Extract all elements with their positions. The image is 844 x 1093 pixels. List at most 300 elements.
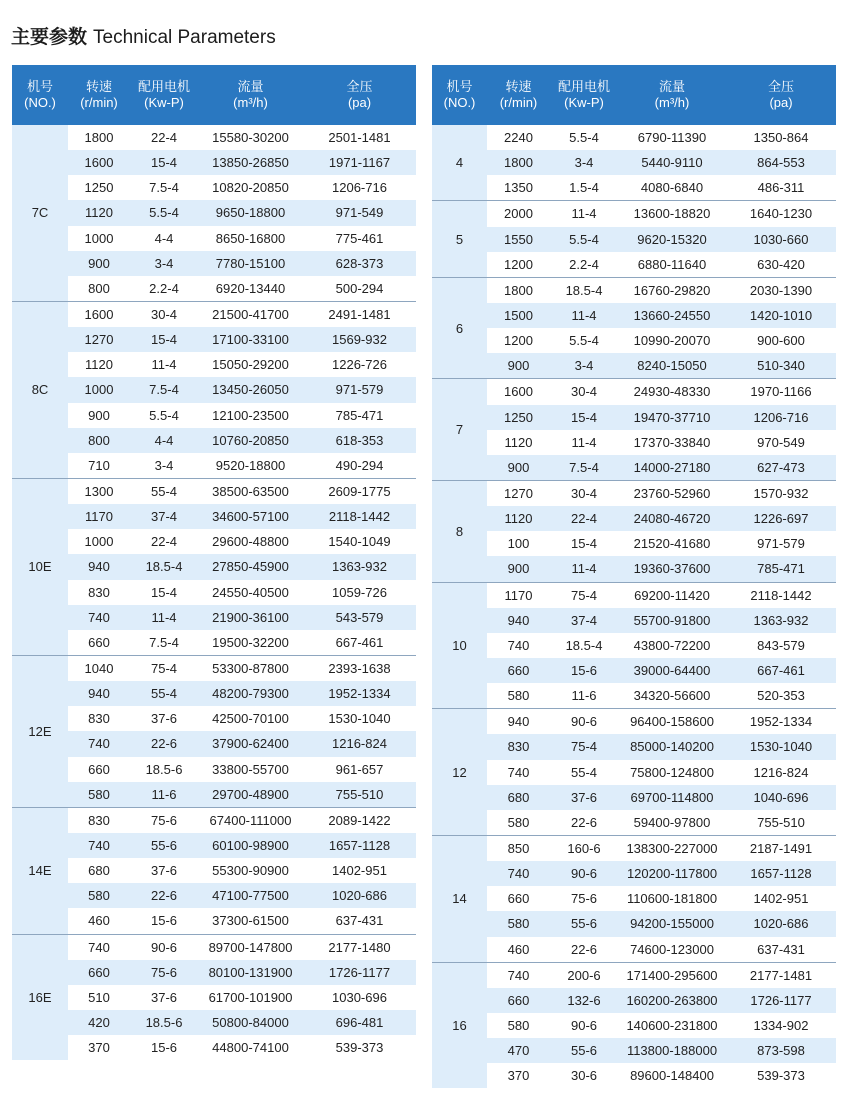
motor-cell: 75-4 <box>130 655 198 681</box>
flow-cell: 16760-29820 <box>618 277 726 303</box>
table-header <box>12 65 416 125</box>
column-header <box>12 65 68 125</box>
flow-cell: 69700-114800 <box>618 785 726 810</box>
pressure-cell: 1226-726 <box>332 357 387 373</box>
flow-cell: 138300-227000 <box>618 835 726 861</box>
pressure-cell: 543-579 <box>303 605 416 630</box>
table-row <box>432 911 836 936</box>
motor-cell: 37-6 <box>150 989 178 1005</box>
table-row <box>432 227 836 252</box>
flow-cell: 34600-57100 <box>198 504 303 529</box>
model-number-cell: 10 <box>432 582 487 709</box>
flow-cell: 80100-131900 <box>198 960 303 985</box>
pressure-cell: 1206-716 <box>332 180 387 196</box>
flow-cell: 59400-97800 <box>633 814 711 830</box>
speed-cell: 510 <box>88 989 110 1005</box>
flow-cell: 75800-124800 <box>630 764 714 780</box>
table-row <box>432 506 836 531</box>
table-row <box>12 377 416 402</box>
model-number-cell: 7 <box>432 379 487 481</box>
speed-cell: 740 <box>507 764 530 780</box>
pressure-cell: 2177-1480 <box>303 934 416 960</box>
table-row <box>12 251 416 276</box>
column-header-unit: (Kw-P) <box>564 95 604 110</box>
motor-cell: 18.5-4 <box>550 277 618 303</box>
speed-cell: 580 <box>507 814 530 830</box>
flow-cell: 171400-295600 <box>618 962 726 988</box>
flow-cell: 120200-117800 <box>618 861 726 886</box>
flow-cell: 10760-20850 <box>198 428 303 453</box>
pressure-cell: 1726-1177 <box>303 960 416 985</box>
speed-cell: 370 <box>88 1040 110 1056</box>
pressure-cell: 2609-1775 <box>303 478 416 504</box>
motor-cell: 22-6 <box>570 941 598 957</box>
motor-cell: 11-4 <box>550 201 618 227</box>
motor-cell: 22-6 <box>570 814 598 830</box>
pressure-cell: 520-353 <box>757 688 805 704</box>
table-row <box>12 1035 416 1060</box>
column-header-zh: 流量 <box>658 79 685 94</box>
model-number-cell: 12 <box>432 709 487 836</box>
pressure-cell: 1363-932 <box>726 608 836 633</box>
flow-cell: 33800-55700 <box>212 761 289 777</box>
motor-cell: 90-6 <box>550 709 618 735</box>
table-row <box>12 934 416 960</box>
speed-cell: 1350 <box>504 180 533 196</box>
motor-cell: 90-6 <box>550 861 618 886</box>
speed-cell: 740 <box>507 637 530 653</box>
model-group <box>12 807 416 934</box>
motor-cell: 90-6 <box>570 1017 598 1033</box>
table-row <box>432 480 836 506</box>
motor-cell: 15-6 <box>150 913 178 929</box>
column-header-unit: (r/min) <box>499 95 538 110</box>
flow-cell: 13600-18820 <box>618 201 726 227</box>
flow-cell: 17100-33100 <box>198 327 303 352</box>
pressure-cell: 2118-1442 <box>303 504 416 529</box>
pressure-cell: 971-579 <box>303 377 416 402</box>
pressure-cell: 1226-697 <box>726 506 836 531</box>
table-row <box>432 785 836 810</box>
speed-cell: 1120 <box>85 357 113 373</box>
flow-cell: 94200-155000 <box>618 911 726 936</box>
table-row <box>432 962 836 988</box>
flow-cell: 140600-231800 <box>626 1017 718 1033</box>
speed-cell: 680 <box>88 863 110 879</box>
flow-cell: 21500-41700 <box>198 301 303 327</box>
table-row <box>12 200 416 225</box>
motor-cell: 37-6 <box>150 863 178 879</box>
flow-cell: 10990-20070 <box>633 333 711 349</box>
motor-cell: 37-4 <box>130 504 198 529</box>
motor-cell: 160-6 <box>550 835 618 861</box>
flow-cell: 67400-111000 <box>198 807 303 833</box>
speed-cell: 420 <box>68 1010 130 1035</box>
motor-cell: 3-4 <box>154 457 174 473</box>
flow-cell: 6790-11390 <box>637 130 707 146</box>
column-header <box>130 65 198 125</box>
speed-cell: 740 <box>68 605 130 630</box>
flow-cell: 39000-64400 <box>618 658 726 683</box>
pressure-cell: 2491-1481 <box>303 301 416 327</box>
motor-cell: 18.5-6 <box>130 1010 198 1035</box>
speed-cell: 830 <box>88 711 110 727</box>
table-row <box>12 858 416 883</box>
motor-cell: 15-6 <box>550 658 618 683</box>
model-number-cell: 16 <box>432 962 487 1088</box>
table-row <box>12 428 416 453</box>
motor-cell: 3-4 <box>550 353 618 379</box>
table-row <box>432 125 836 150</box>
model-group <box>432 480 836 582</box>
speed-cell: 1800 <box>487 277 550 303</box>
model-number-cell: 4 <box>432 125 487 201</box>
flow-cell: 8240-15050 <box>618 353 726 379</box>
speed-cell: 1600 <box>68 150 130 175</box>
table-row <box>432 709 836 735</box>
table-row <box>432 734 836 759</box>
flow-cell: 5440-9110 <box>618 150 726 175</box>
column-header-zh: 转速 <box>85 79 112 94</box>
pressure-cell: 1530-1040 <box>328 711 391 727</box>
speed-cell: 1250 <box>84 180 114 196</box>
speed-cell: 940 <box>487 709 550 735</box>
table-row <box>12 833 416 858</box>
column-header-zh: 流量 <box>237 79 264 94</box>
table-row <box>12 504 416 529</box>
motor-cell: 4-4 <box>130 428 198 453</box>
table-row <box>12 757 416 782</box>
table-row <box>432 175 836 201</box>
speed-cell: 1800 <box>487 150 550 175</box>
speed-cell: 1200 <box>504 333 533 349</box>
column-header-unit: (NO.) <box>443 95 476 110</box>
motor-cell: 22-6 <box>130 883 198 908</box>
table-row <box>12 403 416 428</box>
table-row <box>12 908 416 934</box>
speed-cell: 1250 <box>487 405 550 430</box>
title-english: Technical Parameters <box>93 27 276 48</box>
table-row <box>432 835 836 861</box>
speed-cell: 1600 <box>487 379 550 405</box>
flow-cell: 29700-48900 <box>198 782 303 808</box>
table-row <box>432 988 836 1013</box>
motor-cell: 55-4 <box>130 478 198 504</box>
column-header-unit: (m³/h) <box>654 95 690 110</box>
speed-cell: 100 <box>507 536 530 552</box>
pressure-cell: 971-579 <box>757 536 805 552</box>
flow-cell: 47100-77500 <box>198 883 303 908</box>
model-group <box>432 125 836 201</box>
pressure-cell: 1402-951 <box>753 891 809 907</box>
flow-cell: 14000-27180 <box>618 455 726 481</box>
model-number-cell: 8C <box>12 301 68 478</box>
motor-cell: 200-6 <box>550 962 618 988</box>
pressure-cell: 843-579 <box>757 637 805 653</box>
motor-cell: 5.5-4 <box>130 200 198 225</box>
speed-cell: 460 <box>88 913 110 929</box>
speed-cell: 800 <box>68 428 130 453</box>
pressure-cell: 2393-1638 <box>303 655 416 681</box>
speed-cell: 660 <box>88 634 110 650</box>
motor-cell: 22-4 <box>550 506 618 531</box>
table-row <box>432 886 836 911</box>
pressure-cell: 667-461 <box>335 634 384 650</box>
column-header <box>68 65 130 125</box>
table-row <box>12 226 416 251</box>
pressure-cell: 1040-696 <box>726 785 836 810</box>
motor-cell: 132-6 <box>550 988 618 1013</box>
motor-cell: 11-4 <box>130 605 198 630</box>
flow-cell: 17370-33840 <box>633 434 711 450</box>
pressure-cell: 970-549 <box>757 434 805 450</box>
model-group <box>432 201 836 277</box>
column-header-unit: (pa) <box>347 95 372 110</box>
speed-cell: 900 <box>68 251 130 276</box>
column-header-unit: (NO.) <box>24 95 56 110</box>
motor-cell: 18.5-4 <box>565 637 603 653</box>
pressure-cell: 1059-726 <box>332 584 387 600</box>
pressure-cell: 637-431 <box>335 913 384 929</box>
table-row <box>12 883 416 908</box>
speed-cell: 740 <box>68 731 130 756</box>
table-row <box>432 405 836 430</box>
speed-cell: 710 <box>88 457 110 473</box>
flow-cell: 19360-37600 <box>618 556 726 582</box>
pressure-cell: 1569-932 <box>303 327 416 352</box>
pressure-cell: 667-461 <box>726 658 836 683</box>
model-group <box>12 478 416 655</box>
motor-cell: 55-6 <box>550 1038 618 1063</box>
speed-cell: 940 <box>487 608 550 633</box>
motor-cell: 55-6 <box>130 833 198 858</box>
speed-cell: 740 <box>487 962 550 988</box>
pressure-cell: 490-294 <box>335 457 384 473</box>
table-row <box>12 125 416 150</box>
column-header-unit: (m³/h) <box>233 95 268 110</box>
speed-cell: 830 <box>487 734 550 759</box>
motor-cell: 37-4 <box>550 608 618 633</box>
speed-cell: 1040 <box>68 655 130 681</box>
flow-cell: 34320-56600 <box>633 688 711 704</box>
flow-cell: 13850-26850 <box>198 150 303 175</box>
table-row <box>432 201 836 227</box>
motor-cell: 75-6 <box>570 891 598 907</box>
flow-cell: 110600-181800 <box>626 891 718 907</box>
table-row <box>432 150 836 175</box>
speed-cell: 660 <box>507 891 530 907</box>
speed-cell: 850 <box>487 835 550 861</box>
pressure-cell: 1334-902 <box>753 1017 809 1033</box>
pressure-cell: 2187-1491 <box>726 835 836 861</box>
parameters-table-left <box>12 65 416 1060</box>
motor-cell: 75-4 <box>550 734 618 759</box>
table-header <box>432 65 836 125</box>
flow-cell: 21520-41680 <box>633 536 711 552</box>
table-row <box>432 1038 836 1063</box>
table-row <box>12 301 416 327</box>
motor-cell: 7.5-4 <box>130 377 198 402</box>
flow-cell: 85000-140200 <box>618 734 726 759</box>
speed-cell: 1800 <box>84 130 114 146</box>
flow-cell: 10820-20850 <box>212 180 289 196</box>
flow-cell: 69200-11420 <box>618 582 726 608</box>
speed-cell: 1000 <box>84 230 114 246</box>
flow-cell: 37900-62400 <box>198 731 303 756</box>
table-row <box>12 706 416 731</box>
table-row <box>12 453 416 479</box>
motor-cell: 7.5-4 <box>550 455 618 481</box>
motor-cell: 11-6 <box>130 782 198 808</box>
model-number-cell: 14 <box>432 835 487 962</box>
flow-cell: 37300-61500 <box>212 913 289 929</box>
pressure-cell: 627-473 <box>726 455 836 481</box>
motor-cell: 55-6 <box>550 911 618 936</box>
model-number-cell: 10E <box>12 478 68 655</box>
pressure-cell: 2089-1422 <box>303 807 416 833</box>
motor-cell: 30-4 <box>550 480 618 506</box>
table-row <box>432 353 836 379</box>
table-row <box>432 531 836 556</box>
speed-cell: 370 <box>507 1068 530 1084</box>
motor-cell: 2.2-4 <box>569 256 599 272</box>
pressure-cell: 1540-1049 <box>328 534 391 550</box>
pressure-cell: 864-553 <box>726 150 836 175</box>
speed-cell: 660 <box>487 658 550 683</box>
table-row <box>432 937 836 963</box>
pressure-cell: 539-373 <box>757 1068 805 1084</box>
flow-cell: 15580-30200 <box>212 130 289 146</box>
motor-cell: 75-6 <box>130 960 198 985</box>
motor-cell: 5.5-4 <box>550 227 618 252</box>
section-title <box>11 22 276 52</box>
flow-cell: 89600-148400 <box>630 1068 714 1084</box>
table-row <box>12 731 416 756</box>
pressure-cell: 1971-1167 <box>303 150 416 175</box>
flow-cell: 4080-6840 <box>640 180 704 196</box>
pressure-cell: 1363-932 <box>303 554 416 579</box>
pressure-cell: 971-549 <box>303 200 416 225</box>
motor-cell: 3-4 <box>130 251 198 276</box>
table-row <box>432 1013 836 1038</box>
motor-cell: 11-4 <box>571 434 597 450</box>
table-row <box>432 328 836 353</box>
table-row <box>432 303 836 328</box>
pressure-cell: 486-311 <box>757 180 805 196</box>
pressure-cell: 873-598 <box>726 1038 836 1063</box>
table-row <box>432 379 836 405</box>
motor-cell: 37-6 <box>150 711 178 727</box>
speed-cell: 660 <box>487 988 550 1013</box>
column-header-zh: 全压 <box>346 79 373 94</box>
flow-cell: 48200-79300 <box>198 681 303 706</box>
flow-cell: 9520-18800 <box>215 457 286 473</box>
flow-cell: 9620-15320 <box>618 227 726 252</box>
flow-cell: 60100-98900 <box>198 833 303 858</box>
model-group <box>12 934 416 1060</box>
motor-cell: 90-6 <box>130 934 198 960</box>
speed-cell: 940 <box>68 554 130 579</box>
speed-cell: 900 <box>487 455 550 481</box>
model-number-cell: 5 <box>432 201 487 277</box>
motor-cell: 30-6 <box>570 1068 598 1084</box>
motor-cell: 15-4 <box>130 150 198 175</box>
speed-cell: 1120 <box>68 200 130 225</box>
flow-cell: 13450-26050 <box>198 377 303 402</box>
flow-cell: 38500-63500 <box>198 478 303 504</box>
pressure-cell: 1030-660 <box>726 227 836 252</box>
pressure-cell: 755-510 <box>303 782 416 808</box>
pressure-cell: 785-471 <box>335 407 384 423</box>
flow-cell: 160200-263800 <box>618 988 726 1013</box>
table-row <box>12 150 416 175</box>
flow-cell: 27850-45900 <box>198 554 303 579</box>
model-group <box>432 379 836 481</box>
pressure-cell: 1570-932 <box>726 480 836 506</box>
speed-cell: 830 <box>88 584 110 600</box>
speed-cell: 940 <box>68 681 130 706</box>
table-row <box>432 430 836 455</box>
speed-cell: 900 <box>88 407 110 423</box>
table-row <box>432 582 836 608</box>
flow-cell: 9650-18800 <box>198 200 303 225</box>
model-number-cell: 6 <box>432 277 487 379</box>
motor-cell: 5.5-4 <box>569 130 599 146</box>
motor-cell: 5.5-4 <box>569 333 599 349</box>
motor-cell: 30-4 <box>550 379 618 405</box>
speed-cell: 800 <box>88 280 110 296</box>
flow-cell: 19500-32200 <box>212 634 289 650</box>
table-row <box>12 630 416 656</box>
title-chinese: 主要参数 <box>11 26 88 48</box>
model-group <box>432 709 836 836</box>
model-number-cell: 16E <box>12 934 68 1060</box>
speed-cell: 470 <box>487 1038 550 1063</box>
motor-cell: 15-4 <box>130 327 198 352</box>
flow-cell: 44800-74100 <box>212 1040 289 1056</box>
speed-cell: 1000 <box>84 534 114 550</box>
model-group <box>432 962 836 1088</box>
speed-cell: 740 <box>68 934 130 960</box>
table-row <box>432 810 836 836</box>
table-row <box>12 478 416 504</box>
pressure-cell: 510-340 <box>726 353 836 379</box>
speed-cell: 1270 <box>68 327 130 352</box>
pressure-cell: 1726-1177 <box>726 988 836 1013</box>
column-header-zh: 配用电机 <box>557 79 610 94</box>
table-row <box>432 633 836 658</box>
flow-cell: 42500-70100 <box>212 711 289 727</box>
motor-cell: 2.2-4 <box>149 280 179 296</box>
table-row <box>12 352 416 377</box>
model-number-cell: 7C <box>12 125 68 301</box>
pressure-cell: 2177-1481 <box>726 962 836 988</box>
table-row <box>12 681 416 706</box>
model-group <box>432 835 836 962</box>
speed-cell: 460 <box>507 941 530 957</box>
flow-cell: 50800-84000 <box>198 1010 303 1035</box>
model-number-cell: 8 <box>432 480 487 582</box>
table-row <box>12 175 416 200</box>
flow-cell: 19470-37710 <box>618 405 726 430</box>
pressure-cell: 961-657 <box>335 761 384 777</box>
motor-cell: 15-6 <box>150 1040 178 1056</box>
flow-cell: 12100-23500 <box>212 407 289 423</box>
speed-cell: 1120 <box>487 506 550 531</box>
pressure-cell: 785-471 <box>726 556 836 582</box>
model-group <box>12 125 416 301</box>
table-row <box>432 252 836 278</box>
